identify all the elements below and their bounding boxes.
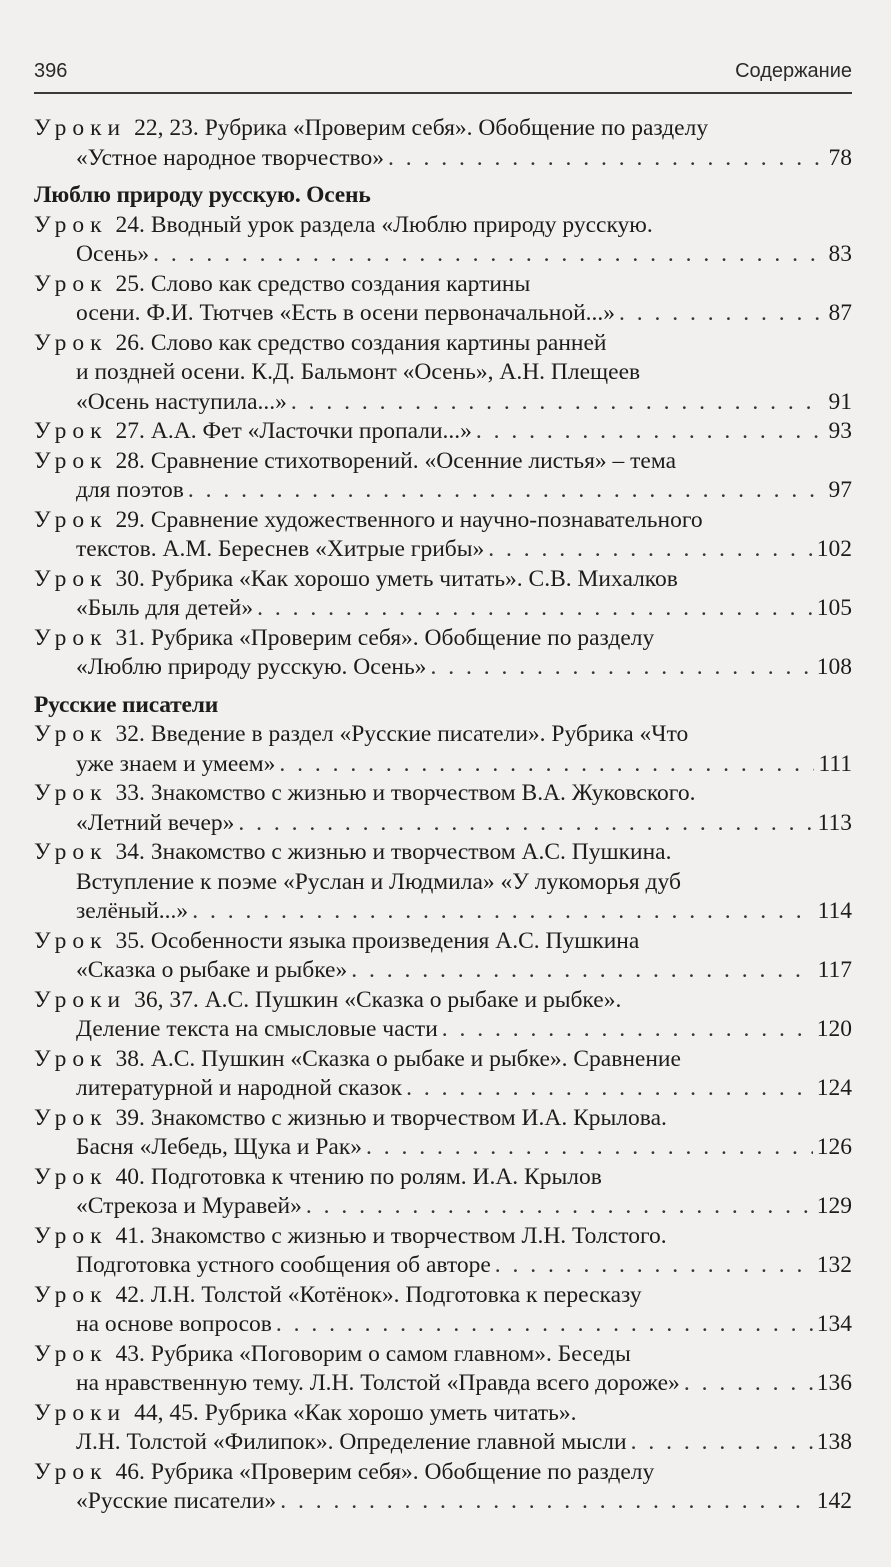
lesson-title: «Сказка о рыбаке и рыбке» <box>76 957 348 983</box>
toc-entry-line <box>34 114 852 144</box>
lesson-title: «Устное народное творчество» <box>76 144 384 171</box>
toc-entry <box>34 838 852 927</box>
dot-leader <box>476 417 825 447</box>
toc-entry <box>34 114 852 173</box>
lesson-title: Сравнение художественного и научно-познавательного <box>150 506 703 533</box>
lesson-keyword: Урок <box>34 1104 108 1131</box>
lesson-title: «Летний вечер» <box>76 809 235 836</box>
toc-entry-line <box>34 447 852 477</box>
page-ref: 113 <box>817 809 852 836</box>
header-rule <box>34 92 852 94</box>
toc-entry-line <box>34 535 852 565</box>
dot-leader <box>188 476 825 506</box>
toc-entry-line <box>34 1074 852 1104</box>
lesson-title: Вступление к поэме «Руслан и Людмила» «У лукоморья дуб <box>76 868 681 895</box>
lesson-keyword: Уроки <box>34 1399 127 1426</box>
lesson-keyword: Урок <box>34 329 108 356</box>
lesson-title: для поэтов <box>76 477 184 503</box>
lesson-number: 40. <box>115 1163 145 1190</box>
lesson-title: уже знаем и умеем» <box>76 750 276 777</box>
toc-entry <box>34 927 852 986</box>
toc-entry <box>34 1458 852 1517</box>
page-ref: 87 <box>828 300 852 326</box>
page-ref: 97 <box>828 477 852 503</box>
page-number: 396 <box>34 60 68 82</box>
toc-entry-line <box>34 594 852 624</box>
toc-entry <box>34 1399 852 1458</box>
page-ref: 117 <box>817 957 852 983</box>
lesson-keyword: Урок <box>34 506 108 533</box>
lesson-keyword: Уроки <box>34 986 127 1013</box>
lesson-number: 36, 37. <box>134 986 199 1013</box>
lesson-keyword: Урок <box>34 211 108 238</box>
dot-leader <box>257 594 813 624</box>
lesson-title: Знакомство с жизнью и творчеством Л.Н. Толстого. <box>150 1222 667 1249</box>
toc-entry-line <box>34 1045 852 1075</box>
lesson-title: Рубрика «Поговорим о самом главном». Беседы <box>150 1340 631 1367</box>
dot-leader <box>684 1369 813 1399</box>
dot-leader <box>488 535 812 565</box>
lesson-title: текстов. А.М. Береснев «Хитрые грибы» <box>76 536 485 562</box>
dot-leader <box>351 956 813 986</box>
page-ref: 91 <box>828 388 852 415</box>
toc-entry <box>34 329 852 418</box>
page-ref: 83 <box>828 241 852 267</box>
lesson-keyword: Урок <box>34 1222 108 1249</box>
lesson-keyword: Урок <box>34 1458 108 1485</box>
lesson-number: 31. <box>115 624 145 651</box>
dot-leader <box>306 1192 813 1222</box>
toc-entry-line <box>34 750 852 780</box>
lesson-keyword: Урок <box>34 1163 108 1190</box>
lesson-title: зелёный...» <box>76 898 189 924</box>
toc-entry-line <box>34 1104 852 1134</box>
toc-entry-line <box>34 1340 852 1370</box>
lesson-title: и поздней осени. К.Д. Бальмонт «Осень», А.Н. Плещеев <box>76 359 641 385</box>
lesson-keyword: Урок <box>34 418 108 444</box>
toc-entry <box>34 270 852 329</box>
lesson-number: 38. <box>115 1045 145 1072</box>
dot-leader <box>366 1133 813 1163</box>
toc-entry <box>34 1163 852 1222</box>
lesson-title: «Люблю природу русскую. Осень» <box>76 654 427 680</box>
toc-entry <box>34 986 852 1045</box>
lesson-number: 28. <box>115 447 145 474</box>
toc-entry-line <box>34 358 852 388</box>
lesson-keyword: Урок <box>34 839 108 865</box>
toc-entry-line <box>34 476 852 506</box>
lesson-keyword: Урок <box>34 565 108 592</box>
lesson-title: Сравнение стихотворений. «Осенние листья» – тема <box>150 447 676 474</box>
toc-entry <box>34 1104 852 1163</box>
lesson-title: Рубрика «Как хорошо уметь читать». <box>204 1399 577 1426</box>
toc-entry <box>34 417 852 447</box>
running-title: Содержание <box>735 60 852 82</box>
toc-entry-line <box>34 624 852 654</box>
lesson-keyword: Урок <box>34 270 108 297</box>
lesson-number: 42. <box>115 1281 145 1308</box>
toc-entry-line <box>34 720 852 750</box>
toc-entry-line <box>34 1251 852 1281</box>
lesson-title: осени. Ф.И. Тютчев «Есть в осени первоначальной...» <box>76 300 616 326</box>
dot-leader <box>631 1428 813 1458</box>
lesson-number: 43. <box>115 1340 145 1367</box>
page-ref: 114 <box>817 898 852 924</box>
lesson-number: 33. <box>115 780 145 806</box>
toc-entry-line <box>34 1399 852 1429</box>
toc-entry-line <box>34 653 852 683</box>
lesson-keyword: Урок <box>34 624 108 651</box>
dot-leader <box>291 388 825 418</box>
toc-entry-line <box>34 565 852 595</box>
toc-entry-line <box>34 144 852 174</box>
toc-entry-line <box>34 1281 852 1311</box>
toc-entry-line <box>34 329 852 359</box>
toc-entry-line <box>34 1015 852 1045</box>
lesson-number: 24. <box>115 211 145 238</box>
dot-leader <box>619 299 824 329</box>
lesson-number: 44, 45. <box>134 1399 199 1426</box>
lesson-keyword: Урок <box>34 927 108 954</box>
lesson-number: 25. <box>115 270 145 297</box>
toc-entry <box>34 1045 852 1104</box>
lesson-title: Л.Н. Толстой «Котёнок». Подготовка к пересказу <box>150 1281 642 1308</box>
toc-entry <box>34 506 852 565</box>
toc-entry-line <box>34 779 852 809</box>
page-ref: 111 <box>818 750 852 777</box>
dot-leader <box>153 240 824 270</box>
dot-leader <box>430 653 812 683</box>
toc-entry-line <box>34 211 852 241</box>
page-ref: 138 <box>816 1429 852 1455</box>
lesson-number: 30. <box>115 565 145 592</box>
dot-leader <box>238 809 813 839</box>
lesson-title: Подготовка к чтению по ролям. И.А. Крылов <box>150 1163 602 1190</box>
lesson-title: Рубрика «Проверим себя». Обобщение по разделу <box>150 624 655 651</box>
lesson-number: 34. <box>115 839 145 865</box>
page-ref: 108 <box>816 654 852 680</box>
toc-entry <box>34 720 852 779</box>
table-of-contents <box>34 114 852 1517</box>
lesson-title: «Стрекоза и Муравей» <box>76 1193 302 1219</box>
lesson-number: 29. <box>115 506 145 533</box>
lesson-keyword: Урок <box>34 780 108 806</box>
toc-entry-line <box>34 1458 852 1488</box>
toc-entry <box>34 624 852 683</box>
toc-entry-line <box>34 1163 852 1193</box>
toc-entry-line <box>34 986 852 1016</box>
toc-entry-line <box>34 299 852 329</box>
toc-entry-line <box>34 240 852 270</box>
lesson-title: Осень» <box>76 241 150 267</box>
toc-entry-line <box>34 1487 852 1517</box>
toc-entry-line <box>34 270 852 300</box>
page-header <box>34 58 852 90</box>
lesson-title: на основе вопросов <box>76 1311 272 1337</box>
page-ref: 136 <box>816 1370 852 1396</box>
lesson-number: 41. <box>115 1222 145 1249</box>
lesson-title: Басня «Лебедь, Щука и Рак» <box>76 1134 362 1160</box>
toc-entry <box>34 1222 852 1281</box>
dot-leader <box>442 1015 813 1045</box>
dot-leader <box>192 897 813 927</box>
lesson-number: 26. <box>115 329 145 356</box>
lesson-title: Знакомство с жизнью и творчеством А.С. Пушкина. <box>150 839 672 865</box>
toc-entry <box>34 447 852 506</box>
toc-entry-line <box>34 1369 852 1399</box>
page-ref: 78 <box>828 144 852 171</box>
section-heading: Люблю природу русскую. Осень <box>34 182 371 208</box>
toc-entry-line <box>34 809 852 839</box>
page-ref: 102 <box>816 536 852 562</box>
dot-leader <box>406 1074 813 1104</box>
lesson-title: Л.Н. Толстой «Филипок». Определение главной мысли <box>76 1429 627 1455</box>
lesson-title: Деление текста на смысловые части <box>76 1016 438 1042</box>
toc-entry-line <box>34 897 852 927</box>
lesson-title: Рубрика «Проверим себя». Обобщение по разделу <box>150 1458 655 1485</box>
lesson-keyword: Урок <box>34 721 108 747</box>
lesson-keyword: Урок <box>34 1340 108 1367</box>
page-ref: 132 <box>816 1252 852 1278</box>
lesson-number: 39. <box>115 1104 145 1131</box>
toc-entry <box>34 1281 852 1340</box>
lesson-keyword: Урок <box>34 1045 108 1072</box>
lesson-number: 22, 23. <box>134 115 199 141</box>
lesson-title: на нравственную тему. Л.Н. Толстой «Правда всего дороже» <box>76 1370 680 1396</box>
lesson-keyword: Урок <box>34 447 108 474</box>
page-ref: 120 <box>816 1016 852 1042</box>
page-ref: 93 <box>828 418 852 444</box>
lesson-title: Слово как средство создания картины <box>150 270 531 297</box>
page-ref: 142 <box>816 1488 852 1514</box>
lesson-title: Знакомство с жизнью и творчеством В.А. Жуковского. <box>150 780 696 806</box>
toc-entry-line <box>34 1310 852 1340</box>
toc-entry <box>34 1340 852 1399</box>
page-ref: 126 <box>816 1134 852 1160</box>
toc-entry-line <box>34 868 852 898</box>
dot-leader <box>276 1310 813 1340</box>
toc-entry-line <box>34 1428 852 1458</box>
lesson-title: «Быль для детей» <box>76 595 254 621</box>
lesson-number: 35. <box>115 927 145 954</box>
toc-entry-line <box>34 417 852 447</box>
lesson-number: 32. <box>115 721 145 747</box>
toc-entry-line <box>34 927 852 957</box>
lesson-title: Знакомство с жизнью и творчеством И.А. Крылова. <box>150 1104 667 1131</box>
dot-leader <box>279 750 814 780</box>
page-ref: 129 <box>816 1193 852 1219</box>
lesson-title: Слово как средство создания картины ранней <box>150 329 607 356</box>
page-ref: 124 <box>816 1075 852 1101</box>
toc-entry <box>34 565 852 624</box>
toc-entry <box>34 211 852 270</box>
lesson-title: «Русские писатели» <box>76 1488 277 1514</box>
lesson-title: Рубрика «Как хорошо уметь читать». С.В. Михалков <box>150 565 678 592</box>
lesson-title: Вводный урок раздела «Люблю природу русскую. <box>150 211 653 238</box>
lesson-keyword: Уроки <box>34 115 127 141</box>
toc-entry <box>34 779 852 838</box>
lesson-title: Подготовка устного сообщения об авторе <box>76 1252 491 1278</box>
section-heading: Русские писатели <box>34 691 219 718</box>
toc-entry-line <box>34 1222 852 1252</box>
dot-leader <box>388 144 825 174</box>
toc-entry-line <box>34 506 852 536</box>
dot-leader <box>495 1251 813 1281</box>
lesson-keyword: Урок <box>34 1281 108 1308</box>
page-ref: 134 <box>816 1311 852 1337</box>
toc-entry-line <box>34 838 852 868</box>
lesson-title: Введение в раздел «Русские писатели». Рубрика «Что <box>150 721 689 747</box>
lesson-number: 27. <box>115 418 145 444</box>
lesson-title: литературной и народной сказок <box>76 1075 403 1101</box>
toc-entry-line <box>34 1133 852 1163</box>
dot-leader <box>280 1487 813 1517</box>
toc-entry-line <box>34 1192 852 1222</box>
page-ref: 105 <box>816 595 852 621</box>
toc-entry-line <box>34 956 852 986</box>
lesson-title: Рубрика «Проверим себя». Обобщение по разделу <box>204 115 709 141</box>
lesson-title: А.С. Пушкин «Сказка о рыбаке и рыбке». Сравнение <box>150 1045 681 1072</box>
toc-entry-line <box>34 388 852 418</box>
lesson-title: Особенности языка произведения А.С. Пушкина <box>150 927 640 954</box>
lesson-title: А.С. Пушкин «Сказка о рыбаке и рыбке». <box>204 986 622 1013</box>
lesson-title: «Осень наступила...» <box>76 388 287 415</box>
lesson-title: А.А. Фет «Ласточки пропали...» <box>150 418 472 444</box>
lesson-number: 46. <box>115 1458 145 1485</box>
